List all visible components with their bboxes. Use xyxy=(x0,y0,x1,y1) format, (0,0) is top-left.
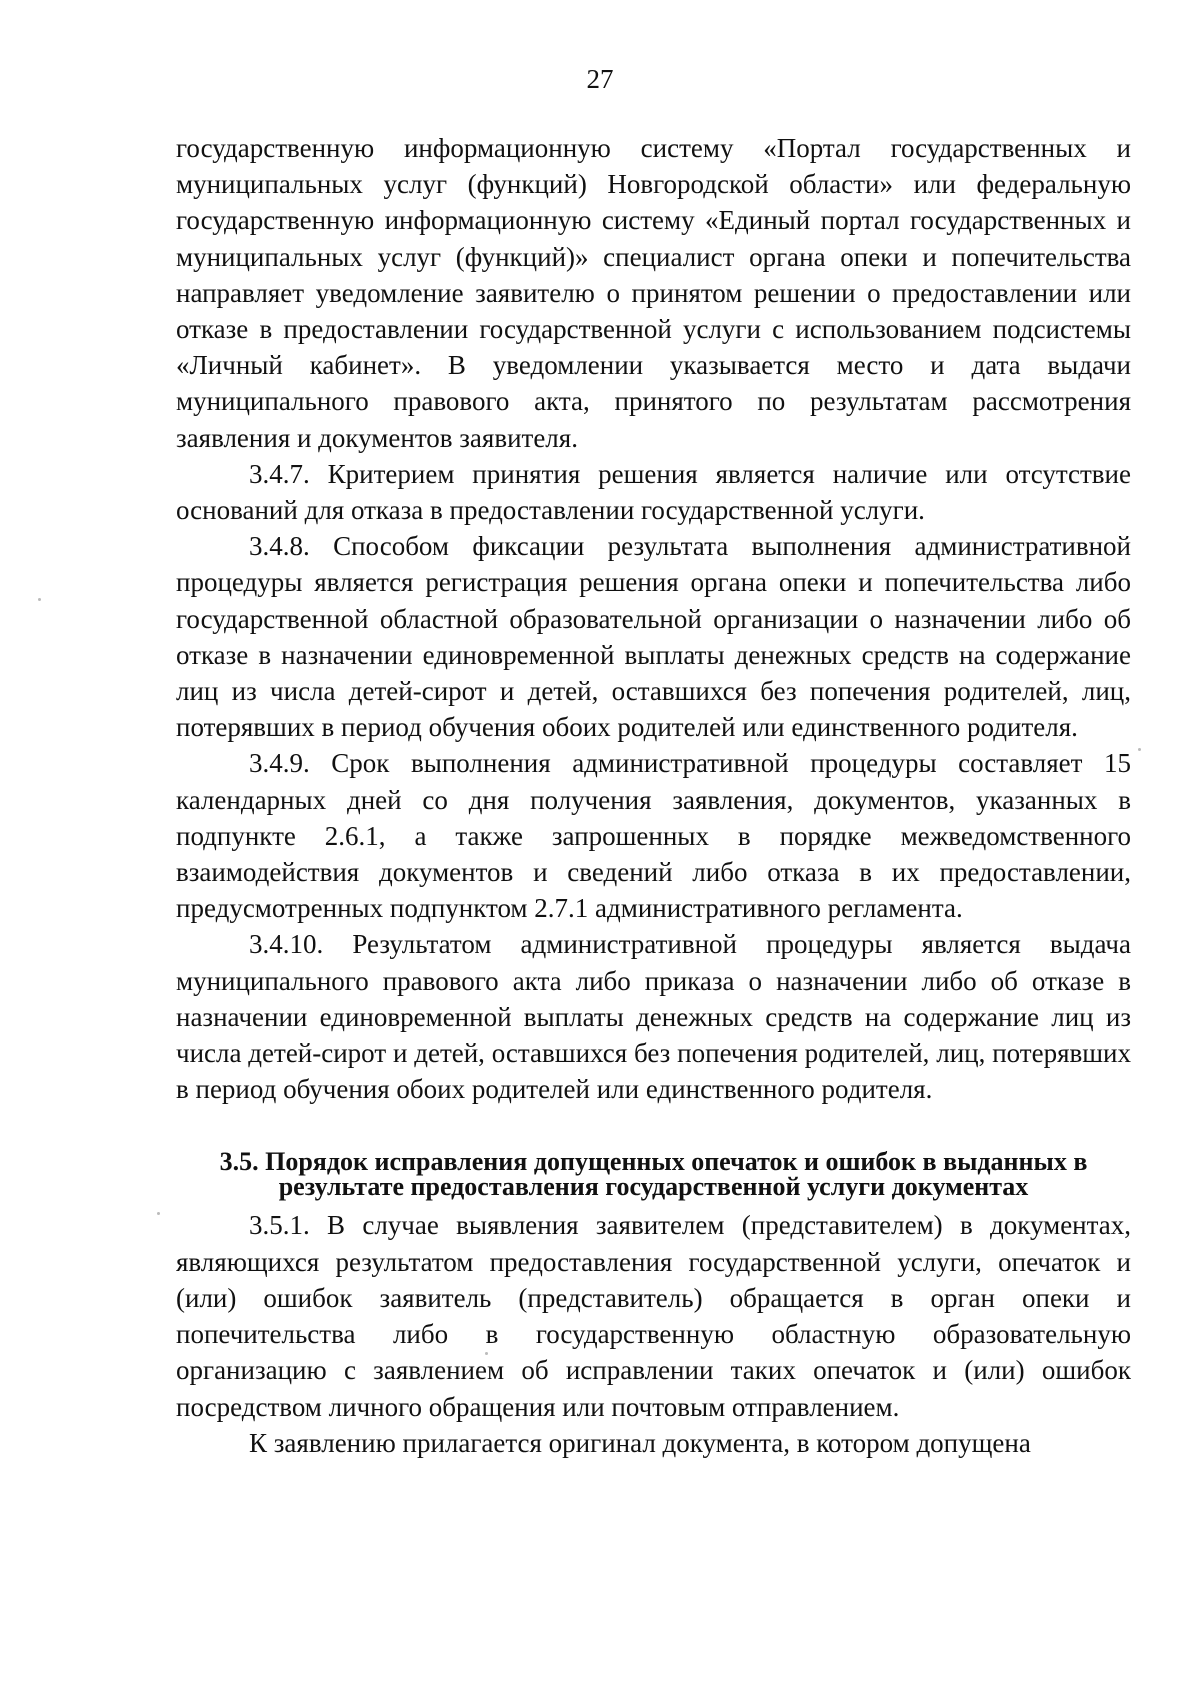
document-body xyxy=(176,130,1131,1461)
paragraph-3-4-7: 3.4.7. Критерием принятия решения является наличие или отсутствие оснований для отказа в предоставлении государственной услуги. xyxy=(176,458,1131,526)
paragraph-3-4-10: 3.4.10. Результатом административной процедуры является выдача муниципального правового акта либо приказа о назначении либо об отказе в назначении единовременной выплаты денежных средств на содержание лиц из числа детей-сирот и детей, оставшихся без попечения родителей, лиц, потерявших в период обучения обоих родителей или единственного родителя. xyxy=(176,929,1131,1105)
paragraph-continuation: государственную информационную систему «Портал государственных и муниципальных услуг (функций) Новгородской области» или федеральную государственную информационную систему «Единый портал государственных и муниципальных услуг (функций)» специалист органа опеки и попечительства направляет уведомление заявителю о принятом решении о предоставлении или отказе в предоставлении государственной услуги с использованием подсистемы «Личный кабинет». В уведомлении указывается место и дата выдачи муниципального правового акта, принятого по результатам рассмотрения заявления и документов заявителя. xyxy=(176,133,1131,453)
page-number: 27 xyxy=(586,64,614,94)
paragraph-3-5-1: 3.5.1. В случае выявления заявителем (представителем) в документах, являющихся результатом предоставления государственной услуги, опечаток и (или) ошибок заявитель (представитель) обращается в орган опеки и попечительства либо в государственную областную образовательную организацию с заявлением об исправлении таких опечаток и (или) ошибок посредством личного обращения или почтовым отправлением. xyxy=(176,1210,1131,1422)
paragraph-3-4-9: 3.4.9. Срок выполнения административной процедуры составляет 15 календарных дней со дня получения заявления, документов, указанных в подпункте 2.6.1, а также запрошенных в порядке межведомственного взаимодействия документов и сведений либо отказа в их предоставлении, предусмотренных подпунктом 2.7.1 административного регламента. xyxy=(176,748,1131,924)
scan-speck xyxy=(38,598,41,601)
section-heading-3-5: 3.5. Порядок исправления допущенных опечаток и ошибок в выданных в результате предоставления государственной услуги документах xyxy=(219,1147,1088,1202)
scan-speck xyxy=(1138,748,1141,751)
scan-speck xyxy=(485,1352,488,1355)
paragraph-attachment: К заявлению прилагается оригинал документа, в котором допущена xyxy=(249,1427,1031,1458)
paragraph-3-4-8: 3.4.8. Способом фиксации результата выполнения административной процедуры является регистрация решения органа опеки и попечительства либо государственной областной образовательной организации о назначении либо об отказе в назначении единовременной выплаты денежных средств на содержание лиц из числа детей-сирот и детей, оставшихся без попечения родителей, лиц, потерявших в период обучения обоих родителей или единственного родителя. xyxy=(176,531,1131,743)
scan-speck xyxy=(157,1212,160,1215)
